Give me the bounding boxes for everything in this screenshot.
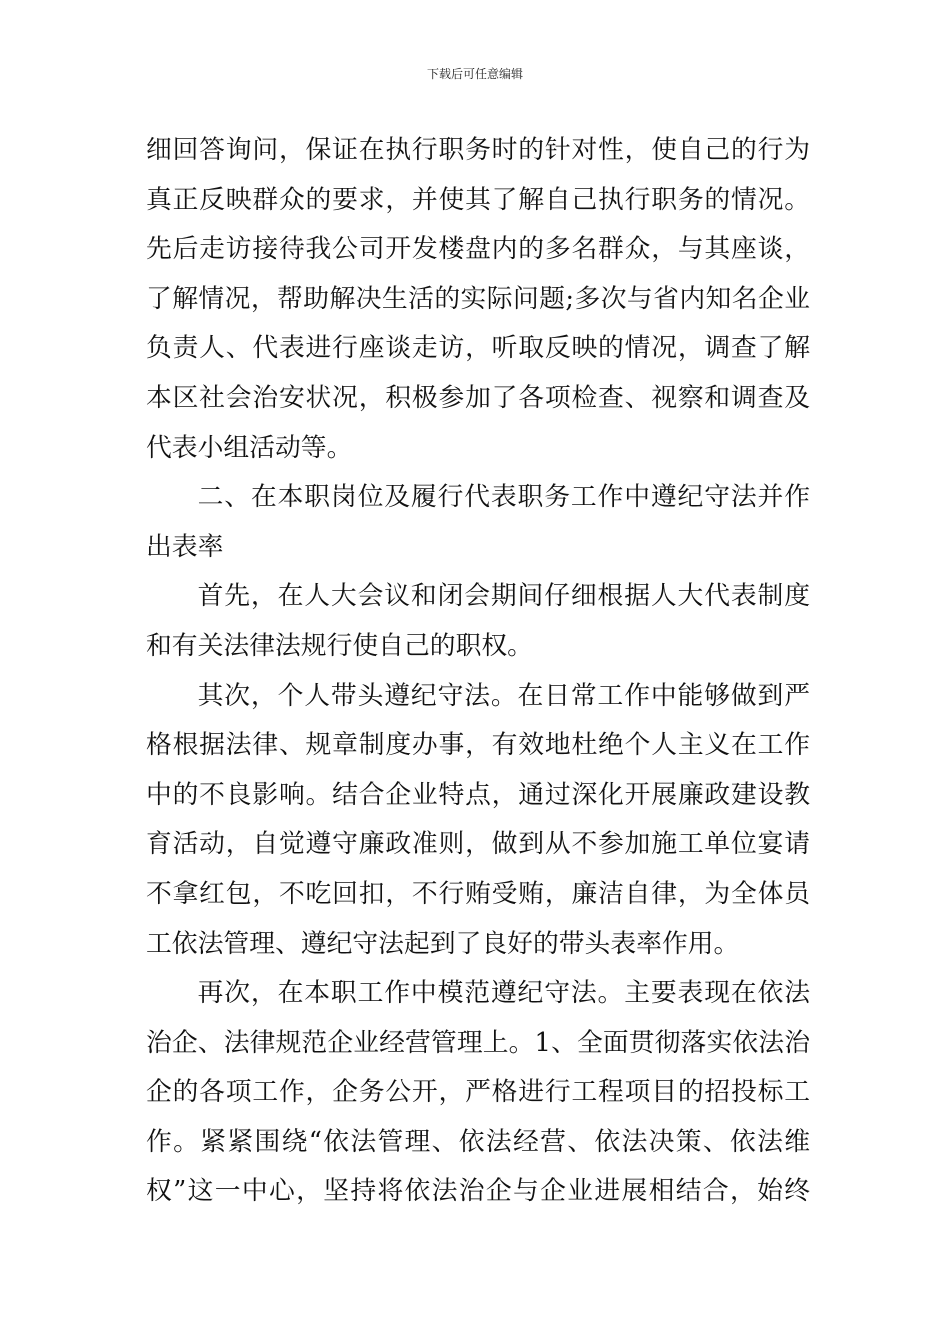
text-line: 企的各项工作，企务公开，严格进行工程项目的招投标工 bbox=[146, 1077, 810, 1108]
text-line: 中的不良影响。结合企业特点，通过深化开展廉政建设教 bbox=[146, 779, 810, 810]
page-header-note: 下载后可任意编辑 bbox=[426, 67, 523, 81]
section-heading-line: 二、在本职岗位及履行代表职务工作中遵纪守法并作 bbox=[197, 482, 810, 513]
document-body bbox=[146, 126, 810, 1217]
text-line: 再次，在本职工作中模范遵纪守法。主要表现在依法 bbox=[197, 978, 810, 1009]
text-line: 其次，个人带头遵纪守法。在日常工作中能够做到严 bbox=[197, 680, 810, 711]
text-line: 真正反映群众的要求，并使其了解自己执行职务的情况。 bbox=[146, 184, 810, 215]
text-line: 首先，在人大会议和闭会期间仔细根据人大代表制度 bbox=[197, 581, 810, 612]
text-line: 代表小组活动等。 bbox=[146, 432, 353, 463]
text-line: 育活动，自觉遵守廉政准则，做到从不参加施工单位宴请 bbox=[146, 829, 810, 860]
text-line: 不拿红包，不吃回扣，不行贿受贿，廉洁自律，为全体员 bbox=[146, 878, 810, 909]
text-line: 格根据法律、规章制度办事，有效地杜绝个人主义在工作 bbox=[146, 730, 810, 761]
text-line: 先后走访接待我公司开发楼盘内的多名群众，与其座谈， bbox=[146, 234, 810, 265]
text-line: 本区社会治安状况，积极参加了各项检查、视察和调查及 bbox=[146, 382, 810, 413]
text-line: 工依法管理、遵纪守法起到了良好的带头表率作用。 bbox=[146, 928, 740, 959]
text-line: 权”这一中心，坚持将依法治企与企业进展相结合，始终 bbox=[146, 1176, 810, 1207]
section-heading-line: 出表率 bbox=[146, 531, 224, 562]
text-line: 和有关法律法规行使自己的职权。 bbox=[146, 630, 533, 661]
text-line: 细回答询问，保证在执行职务时的针对性，使自己的行为 bbox=[146, 135, 810, 165]
text-line: 负责人、代表进行座谈走访，听取反映的情况，调查了解 bbox=[146, 333, 810, 364]
text-line: 作。紧紧围绕“依法管理、依法经营、依法决策、依法维 bbox=[146, 1126, 810, 1157]
text-line: 了解情况，帮助解决生活的实际问题;多次与省内知名企业 bbox=[146, 283, 810, 314]
text-line: 治企、法律规范企业经营管理上。1、全面贯彻落实依法治 bbox=[146, 1027, 810, 1058]
